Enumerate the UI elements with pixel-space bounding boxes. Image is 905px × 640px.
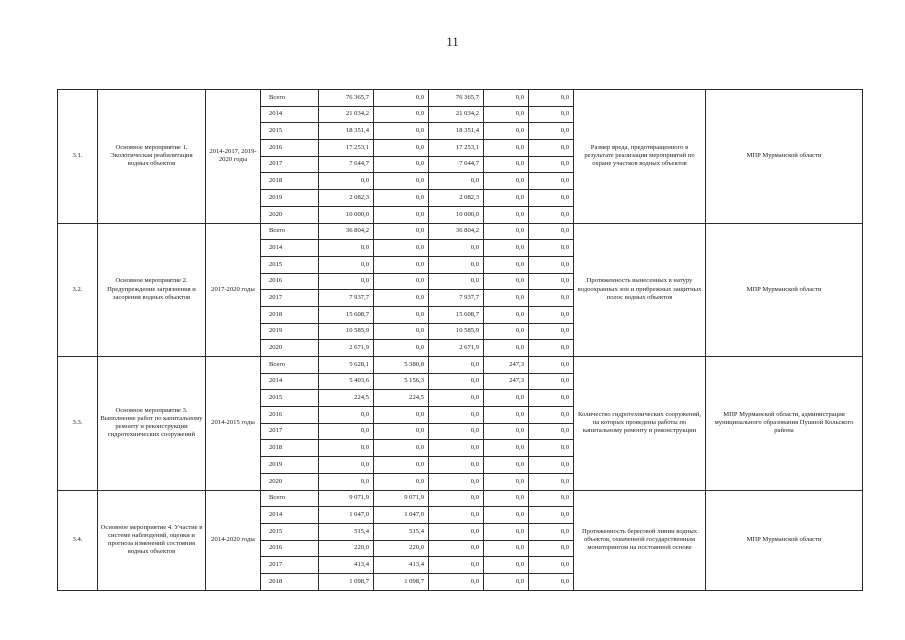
funding-value-cell: 0,0 [484,540,529,557]
funding-value-cell: 0,0 [484,440,529,457]
funding-value-cell: 0,0 [484,90,529,107]
implementation-period: 2014-2015 годы [206,357,261,491]
funding-value-cell: 10 000,0 [429,206,484,223]
funding-value-cell: 0,0 [529,140,574,157]
year-cell: 2017 [261,290,319,307]
funding-value-cell: 17 253,1 [319,140,374,157]
year-cell: 2016 [261,273,319,290]
result-indicator: Протяженность вынесенных в натуру водоохранных зон и прибрежных защитных полос водных объектов [574,223,706,357]
year-cell: 2020 [261,206,319,223]
year-cell: 2019 [261,323,319,340]
funding-value-cell: 0,0 [484,523,529,540]
funding-value-cell: 21 034,2 [319,106,374,123]
year-cell: 2015 [261,523,319,540]
funding-value-cell: 21 034,2 [429,106,484,123]
funding-value-cell: 0,0 [319,240,374,257]
funding-value-cell: 0,0 [529,306,574,323]
funding-value-cell: 0,0 [529,440,574,457]
funding-value-cell: 15 608,7 [429,306,484,323]
funding-value-cell: 0,0 [529,156,574,173]
funding-value-cell: 10 000,0 [319,206,374,223]
responsible-executor: МПР Мурманской области [706,90,863,224]
funding-value-cell: 0,0 [429,523,484,540]
funding-value-cell: 0,0 [319,473,374,490]
funding-value-cell: 0,0 [484,173,529,190]
funding-value-cell: 0,0 [374,90,429,107]
funding-value-cell: 1 098,7 [319,573,374,590]
funding-value-cell: 0,0 [484,290,529,307]
funding-value-cell: 0,0 [484,340,529,357]
funding-value-cell: 0,0 [529,290,574,307]
funding-value-cell: 0,0 [374,156,429,173]
year-cell: 2018 [261,573,319,590]
year-cell: 2017 [261,557,319,574]
funding-value-cell: 0,0 [374,473,429,490]
funding-value-cell: 0,0 [529,90,574,107]
funding-value-cell: 0,0 [529,573,574,590]
funding-value-cell: 0,0 [374,340,429,357]
table-row [58,357,863,374]
responsible-executor: МПР Мурманской области [706,490,863,590]
funding-value-cell: 0,0 [319,423,374,440]
funding-value-cell: 0,0 [529,357,574,374]
section-number: 3.4. [58,490,98,590]
funding-value-cell: 224,5 [319,390,374,407]
result-indicator: Протяженность береговой линии водных объектов, охваченной государственным мониторингом на постоянной основе [574,490,706,590]
funding-value-cell: 5 380,8 [374,357,429,374]
funding-value-cell: 0,0 [374,140,429,157]
funding-value-cell: 10 585,9 [319,323,374,340]
year-cell: 2015 [261,390,319,407]
funding-value-cell: 0,0 [529,323,574,340]
section-number: 3.3. [58,357,98,491]
year-cell: 2018 [261,440,319,457]
funding-value-cell: 0,0 [484,423,529,440]
funding-value-cell: 0,0 [484,106,529,123]
funding-value-cell: 0,0 [484,273,529,290]
funding-value-cell: 247,3 [484,357,529,374]
measure-title: Основное мероприятие 2. Предупреждение загрязнения и засорения водных объектов [98,223,206,357]
funding-value-cell: 5 156,3 [374,373,429,390]
measure-title: Основное мероприятие 1. Экологическая реабилитация водных объектов [98,90,206,224]
funding-value-cell: 0,0 [429,457,484,474]
funding-value-cell: 0,0 [429,373,484,390]
funding-value-cell: 2 671,9 [429,340,484,357]
funding-value-cell: 0,0 [429,256,484,273]
funding-value-cell: 0,0 [529,273,574,290]
funding-value-cell: 36 804,2 [319,223,374,240]
funding-value-cell: 2 671,9 [319,340,374,357]
funding-value-cell: 0,0 [484,490,529,507]
funding-value-cell: 7 644,7 [319,156,374,173]
funding-value-cell: 18 351,4 [429,123,484,140]
funding-value-cell: 1 098,7 [374,573,429,590]
funding-value-cell: 0,0 [529,340,574,357]
funding-value-cell: 0,0 [529,523,574,540]
funding-value-cell: 0,0 [484,223,529,240]
year-cell: 2014 [261,373,319,390]
funding-value-cell: 0,0 [484,240,529,257]
funding-value-cell: 0,0 [374,106,429,123]
page-number: 11 [446,34,459,49]
table-row [58,223,863,240]
funding-value-cell: 0,0 [374,256,429,273]
year-cell: 2015 [261,256,319,273]
funding-value-cell: 0,0 [429,507,484,524]
year-cell: Всего [261,490,319,507]
year-cell: 2017 [261,423,319,440]
funding-value-cell: 0,0 [319,273,374,290]
funding-value-cell: 0,0 [529,123,574,140]
funding-value-cell: 0,0 [529,106,574,123]
year-cell: 2014 [261,106,319,123]
year-cell: 2016 [261,540,319,557]
funding-value-cell: 0,0 [319,457,374,474]
funding-value-cell: 1 047,0 [374,507,429,524]
year-cell: 2020 [261,340,319,357]
funding-value-cell: 1 047,0 [319,507,374,524]
funding-value-cell: 0,0 [484,123,529,140]
funding-value-cell: 0,0 [374,273,429,290]
table-row [58,90,863,107]
year-cell: 2018 [261,306,319,323]
funding-value-cell: 0,0 [429,573,484,590]
funding-value-cell: 0,0 [529,373,574,390]
funding-value-cell: 7 644,7 [429,156,484,173]
funding-value-cell: 515,4 [319,523,374,540]
section-number: 3.1. [58,90,98,224]
implementation-period: 2014-2017, 2019-2020 годы [206,90,261,224]
funding-value-cell: 0,0 [374,223,429,240]
funding-value-cell: 0,0 [484,256,529,273]
result-indicator: Размер вреда, предотвращенного в результате реализации мероприятий по охране участков водных объектов [574,90,706,224]
section-number: 3.2. [58,223,98,357]
funding-value-cell: 0,0 [374,173,429,190]
funding-value-cell: 0,0 [319,407,374,424]
funding-value-cell: 0,0 [484,473,529,490]
funding-value-cell: 10 585,9 [429,323,484,340]
funding-value-cell: 0,0 [529,407,574,424]
funding-value-cell: 0,0 [429,173,484,190]
funding-value-cell: 5 628,1 [319,357,374,374]
funding-value-cell: 0,0 [374,323,429,340]
funding-value-cell: 7 937,7 [429,290,484,307]
measure-title: Основное мероприятие 3. Выполнение работ по капитальному ремонту и реконструкции гидротехнических сооружений [98,357,206,491]
funding-value-cell: 76 365,7 [429,90,484,107]
funding-value-cell: 413,4 [319,557,374,574]
year-cell: 2015 [261,123,319,140]
funding-value-cell: 0,0 [429,423,484,440]
funding-value-cell: 7 937,7 [319,290,374,307]
year-cell: 2017 [261,156,319,173]
program-measures-table [57,89,863,591]
funding-value-cell: 0,0 [374,206,429,223]
funding-value-cell: 2 082,3 [429,190,484,207]
funding-value-cell: 0,0 [429,407,484,424]
funding-value-cell: 18 351,4 [319,123,374,140]
year-cell: 2016 [261,407,319,424]
year-cell: Всего [261,223,319,240]
responsible-executor: МПР Мурманской области [706,223,863,357]
funding-value-cell: 0,0 [319,440,374,457]
implementation-period: 2014-2020 годы [206,490,261,590]
funding-value-cell: 247,3 [484,373,529,390]
funding-value-cell: 0,0 [374,123,429,140]
year-cell: Всего [261,90,319,107]
year-cell: 2014 [261,240,319,257]
funding-value-cell: 0,0 [484,140,529,157]
funding-value-cell: 0,0 [529,256,574,273]
funding-value-cell: 0,0 [429,440,484,457]
funding-value-cell: 515,4 [374,523,429,540]
funding-value-cell: 0,0 [529,223,574,240]
funding-value-cell: 17 253,1 [429,140,484,157]
funding-value-cell: 0,0 [429,357,484,374]
funding-value-cell: 0,0 [529,423,574,440]
funding-value-cell: 0,0 [374,440,429,457]
funding-value-cell: 0,0 [529,240,574,257]
funding-value-cell: 0,0 [374,240,429,257]
funding-value-cell: 0,0 [529,390,574,407]
funding-value-cell: 15 608,7 [319,306,374,323]
year-cell: 2016 [261,140,319,157]
year-cell: 2019 [261,190,319,207]
funding-value-cell: 0,0 [484,557,529,574]
funding-value-cell: 0,0 [529,540,574,557]
funding-value-cell: 0,0 [429,557,484,574]
year-cell: 2014 [261,507,319,524]
funding-value-cell: 0,0 [319,173,374,190]
result-indicator: Количество гидротехнических сооружений, на которых проведены работы по капитальному ремонту и реконструкции [574,357,706,491]
funding-value-cell: 9 071,9 [374,490,429,507]
funding-value-cell: 2 082,3 [319,190,374,207]
table-row [58,490,863,507]
funding-value-cell: 224,5 [374,390,429,407]
responsible-executor: МПР Мурманской области, администрация муниципального образования Пушной Кольского района [706,357,863,491]
funding-value-cell: 0,0 [429,540,484,557]
year-cell: 2018 [261,173,319,190]
funding-value-cell: 220,0 [374,540,429,557]
measure-title: Основное мероприятие 4. Участие в системе наблюдений, оценки и прогноза изменений состояния водных объектов [98,490,206,590]
year-cell: 2020 [261,473,319,490]
funding-value-cell: 0,0 [374,190,429,207]
funding-value-cell: 5 403,6 [319,373,374,390]
funding-value-cell: 0,0 [529,557,574,574]
year-cell: 2019 [261,457,319,474]
funding-value-cell: 0,0 [529,507,574,524]
funding-value-cell: 0,0 [484,390,529,407]
funding-value-cell: 0,0 [529,490,574,507]
funding-value-cell: 0,0 [484,407,529,424]
funding-value-cell: 0,0 [429,390,484,407]
funding-value-cell: 76 365,7 [319,90,374,107]
funding-value-cell: 0,0 [374,457,429,474]
implementation-period: 2017-2020 годы [206,223,261,357]
funding-value-cell: 36 804,2 [429,223,484,240]
funding-value-cell: 0,0 [429,240,484,257]
funding-value-cell: 0,0 [484,573,529,590]
funding-value-cell: 0,0 [374,423,429,440]
funding-value-cell: 0,0 [484,156,529,173]
funding-value-cell: 220,0 [319,540,374,557]
funding-value-cell: 0,0 [529,173,574,190]
funding-value-cell: 0,0 [319,256,374,273]
funding-value-cell: 0,0 [484,507,529,524]
funding-value-cell: 0,0 [529,206,574,223]
funding-value-cell: 0,0 [484,323,529,340]
funding-value-cell: 0,0 [484,457,529,474]
funding-value-cell: 0,0 [374,290,429,307]
funding-value-cell: 0,0 [529,473,574,490]
funding-value-cell: 413,4 [374,557,429,574]
funding-value-cell: 0,0 [529,457,574,474]
funding-value-cell: 0,0 [429,473,484,490]
funding-value-cell: 9 071,9 [319,490,374,507]
year-cell: Всего [261,357,319,374]
funding-value-cell: 0,0 [374,306,429,323]
funding-value-cell: 0,0 [429,490,484,507]
funding-value-cell: 0,0 [529,190,574,207]
funding-value-cell: 0,0 [484,306,529,323]
funding-value-cell: 0,0 [484,190,529,207]
funding-value-cell: 0,0 [429,273,484,290]
funding-value-cell: 0,0 [374,407,429,424]
funding-value-cell: 0,0 [484,206,529,223]
